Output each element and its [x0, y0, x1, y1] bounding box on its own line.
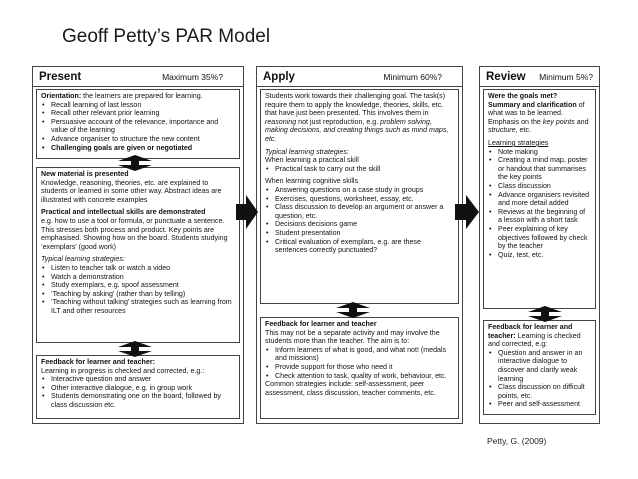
cognitive-list [265, 186, 454, 255]
review-feedback-heading: Feedback for learner and teacher: [488, 323, 573, 340]
present-feedback-box [36, 355, 240, 419]
apply-header [257, 67, 462, 87]
practical-subheading: When learning a practical skill [265, 156, 359, 165]
apply-strategies-heading: Typical learning strategies: [265, 147, 349, 156]
present-material-box [36, 167, 240, 343]
skills-text: e.g. how to use a tool or formula, or punctuate a sentence. This stresses both process and product. Key points are emphasised. Showing how on the board. Students studying ‘exemplars’ (good work) [41, 216, 228, 251]
review-summary-text: of what was to be learned. Emphasis on the [488, 100, 585, 126]
review-summary-emphasis-2: structure [488, 126, 516, 135]
list-item: • Check attention to task, quality of work, behaviour, etc. [273, 372, 454, 381]
present-feedback-text: Learning in progress is checked and corrected, e.g.: [41, 366, 205, 375]
list-item: • Decisions decisions game [273, 220, 454, 229]
new-material-heading: New material is presented [41, 170, 129, 178]
apply-feedback-heading: Feedback for learner and teacher [265, 320, 377, 328]
list-item: • Creating a mind map, poster or handout that summarises the key points [496, 156, 591, 182]
list-item: • Exercises, questions, worksheet, essay, etc. [273, 195, 454, 204]
review-summary-and: and [574, 117, 589, 126]
list-item: • Recall other relevant prior learning [49, 109, 235, 118]
review-feedback-list [488, 349, 591, 409]
citation: Petty, G. (2009) [487, 436, 547, 446]
list-item: • ‘Teaching by asking’ (rather than by telling) [49, 290, 235, 299]
present-strategies-list [41, 264, 235, 316]
apply-feedback-common: Common strategies include: self-assessment, peer assessment, class discussion, teacher comments, etc. [265, 380, 436, 397]
list-item: • ‘Teaching without talking’ strategies such as learning from ILT and other resources [49, 298, 235, 315]
present-to-apply-arrow [236, 195, 258, 229]
orientation-list [41, 101, 235, 153]
present-header [33, 67, 243, 87]
list-item: • Watch a demonstration [49, 273, 235, 282]
review-feedback-text: Learning is checked and corrected, e.g: [488, 331, 581, 349]
apply-feedback-list [265, 346, 454, 380]
list-item: • Study exemplars, e.g. spoof assessment [49, 281, 235, 290]
list-item: • Inform learners of what is good, and what not! (medals and missions) [273, 346, 454, 363]
apply-intro-text-2: not just reproduction, e.g. [296, 117, 381, 126]
list-item: • Class discussion to develop an argument or answer a question, etc. [273, 203, 454, 220]
apply-to-review-arrow [455, 195, 479, 229]
apply-feedback-text: This may not be a separate activity and may involve the students more than the teacher. The aim is to: [265, 328, 440, 346]
orientation-text: the learners are prepared for learning. [81, 92, 203, 100]
review-question: Were the goals met? [488, 92, 558, 100]
review-summary [488, 101, 591, 135]
list-item: • Quiz, test, etc. [496, 251, 591, 260]
list-item: • Peer and self-assessment [496, 400, 591, 409]
review-summary-emphasis: key points [542, 117, 575, 126]
list-item: • Reviews at the beginning of a lesson with a short task [496, 208, 591, 225]
list-item: • Answering questions on a case study in groups [273, 186, 454, 195]
list-item: • Note making [496, 148, 591, 157]
practical-list [265, 165, 454, 174]
review-summary-label: Summary and clarification [488, 100, 577, 109]
apply-title: Apply [263, 70, 295, 83]
slide-title: Geoff Petty’s PAR Model [62, 26, 271, 47]
list-item: • Practical task to carry out the skill [273, 165, 454, 174]
review-updown-arrow [528, 306, 562, 322]
review-title: Review [486, 70, 526, 83]
review-feedback-box [483, 320, 596, 415]
present-orientation-box [36, 89, 240, 159]
review-strategies-list [488, 148, 591, 260]
list-item: • Class discussion [496, 182, 591, 191]
apply-intro [265, 92, 454, 144]
list-item: • Advance organisers revisited and more detail added [496, 191, 591, 208]
list-item: • Class discussion on difficult points, etc. [496, 383, 591, 400]
apply-main-box [260, 89, 459, 304]
list-item: • Student presentation [273, 229, 454, 238]
present-bottom-updown-arrow [118, 341, 152, 357]
apply-limit: Minimum 60%? [383, 71, 442, 82]
present-title: Present [39, 70, 82, 83]
list-item: • Advance organiser to structure the new content [49, 135, 235, 144]
present-top-updown-arrow [118, 155, 152, 171]
cognitive-subheading: When learning cognitive skills [265, 177, 359, 186]
review-feedback-intro [488, 323, 591, 349]
list-item: • Students demonstrating one on the board, followed by class discussion etc. [49, 392, 235, 409]
list-item: • Challenging goals are given or negotiated [49, 144, 235, 153]
present-feedback-list [41, 375, 235, 409]
review-main-box [483, 89, 596, 309]
apply-intro-emphasis-2: problem solving, making decisions, and creating things such as mind maps, etc. [265, 117, 449, 143]
present-limit: Maximum 35%? [162, 71, 223, 82]
list-item: • Other interactive dialogue, e.g. in group work [49, 384, 235, 393]
apply-feedback-box [260, 317, 459, 419]
apply-updown-arrow [336, 302, 370, 318]
review-header [480, 67, 599, 87]
review-summary-end: , etc. [515, 126, 531, 135]
review-strategies-heading: Learning strategies [488, 138, 549, 147]
orientation-label: Orientation: [41, 92, 82, 100]
list-item: • Recall learning of last lesson [49, 101, 235, 110]
list-item: • Persuasive account of the relevance, importance and value of the learning [49, 118, 235, 135]
present-strategies-heading: Typical learning strategies: [41, 255, 125, 264]
list-item: • Listen to teacher talk or watch a video [49, 264, 235, 273]
list-item: • Peer explaining of key objectives followed by check by the teacher [496, 225, 591, 251]
present-feedback-heading: Feedback for learner and teacher: [41, 358, 155, 366]
list-item: • Interactive question and answer [49, 375, 235, 384]
list-item: • Critical evaluation of exemplars, e.g. are these sentences correctly punctuated? [273, 238, 454, 255]
apply-intro-text: Students work towards their challenging goal. The task(s) require them to apply the knowledge, theories, skills, etc. that have just been presented. This involves them in [265, 92, 446, 118]
apply-intro-emphasis: reasoning [265, 117, 297, 126]
review-limit: Minimum 5%? [539, 71, 593, 82]
skills-heading: Practical and intellectual skills are demonstrated [41, 208, 206, 217]
list-item: • Question and answer in an interactive dialogue to discover and clarify weak learning [496, 349, 591, 383]
new-material-text: Knowledge, reasoning, theories, etc. are explained to students or learned in some other way. Abstract ideas are illustrated with concrete examples [41, 178, 222, 204]
list-item: • Provide support for those who need it [273, 363, 454, 372]
